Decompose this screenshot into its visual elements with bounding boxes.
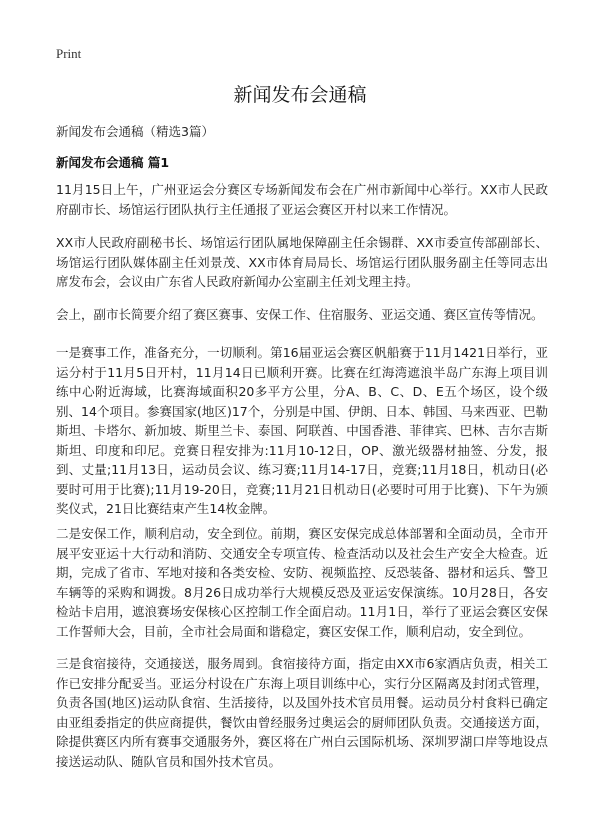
page-title: 新闻发布会通稿 [233, 84, 367, 106]
paragraph-5: 二是安保工作，顺利启动，安全到位。前期，赛区安保完成总体部署和全面动员，全市开展平安亚运十大行动和消防、交通安全专项宣传、检查活动以及社会生产安全大检查。近期，完成了省市、军地对接和各类安检、安防、视频监控、反恐装备、器材和运兵、警卫车辆等的采购和调拨。8月26日成功举行大规模反恐及亚运安保演练。10月28日，各安检站卡启用，遮浪赛场安保核心区控制工作全面启动。11月1日，举行了亚运会赛区安保工作誓师大会，目前，全市社会局面和谐稳定，赛区安保工作，顺利启动，安全到位。 [56, 526, 548, 639]
document-subtitle: 新闻发布会通稿（精选3篇） [56, 124, 214, 139]
paragraph-3: 会上，副市长简要介绍了赛区赛事、安保工作、住宿服务、亚运交通、赛区宣传等情况。 [56, 307, 544, 322]
paragraph-2: XX市人民政府副秘书长、场馆运行团队属地保障副主任余锡群、XX市委宣传部副部长、场馆运行团队媒体副主任刘景茂、XX市体育局局长、场馆运行团队服务副主任等同志出席发布会，会议由广东省人民政府新闻办公室副主任刘戈理主持。 [56, 235, 548, 289]
section-heading: 新闻发布会通稿 篇1 [56, 155, 170, 170]
paragraph-6: 三是食宿接待，交通接送，服务周到。食宿接待方面，指定由XX市6家酒店负责，相关工作已安排分配妥当。亚运分村设在广东海上项目训练中心，实行分区隔离及封闭式管理，负责各国(地区)运动队食宿、生活接待，以及国外技术官员用餐。运动员分村食料已确定由亚组委指定的供应商提供，餐饮由曾经服务过奥运会的厨师团队负责。交通接送方面，除提供赛区内所有赛事交通服务外，赛区将在广州白云国际机场、深圳罗湖口岸等地设点接送运动队、随队官员和国外技术官员。 [56, 656, 548, 769]
print-link[interactable]: Print [56, 46, 82, 61]
paragraph-4: 一是赛事工作，准备充分，一切顺利。第16届亚运会赛区帆船赛于11月1421日举行，亚运分村于11月5日开村，11月14日已顺利开赛。比赛在红海湾遮浪半岛广东海上项目训练中心附近海域，比赛海域面积20多平方公里，分A、B、C、D、E五个场区，设个级别、14个项目。参赛国家(地区)17个，分别是中国、伊朗、日本、韩国、马来西亚、巴勒斯坦、卡塔尔、新加坡、斯里兰卡、泰国、阿联酋、中国香港、菲律宾、巴林、吉尔吉斯斯坦、印度和印尼。竞赛日程安排为:11月10-12日，OP、激光级器材抽签、分发，报到、丈量;11月13日，运动员会议、练习赛;11月14-17日，竞赛;11月18日，机动日(必要时可用于比赛);11月19-20日，竞赛;11月21日机动日(必要时可用于比赛)、下午为颁奖仪式，21日比赛结束产生14枚金牌。 [56, 345, 548, 516]
paragraph-1: 11月15日上午，广州亚运会分赛区专场新闻发布会在广州市新闻中心举行。XX市人民政府副市长、场馆运行团队执行主任通报了亚运会赛区开村以来工作情况。 [56, 182, 548, 217]
